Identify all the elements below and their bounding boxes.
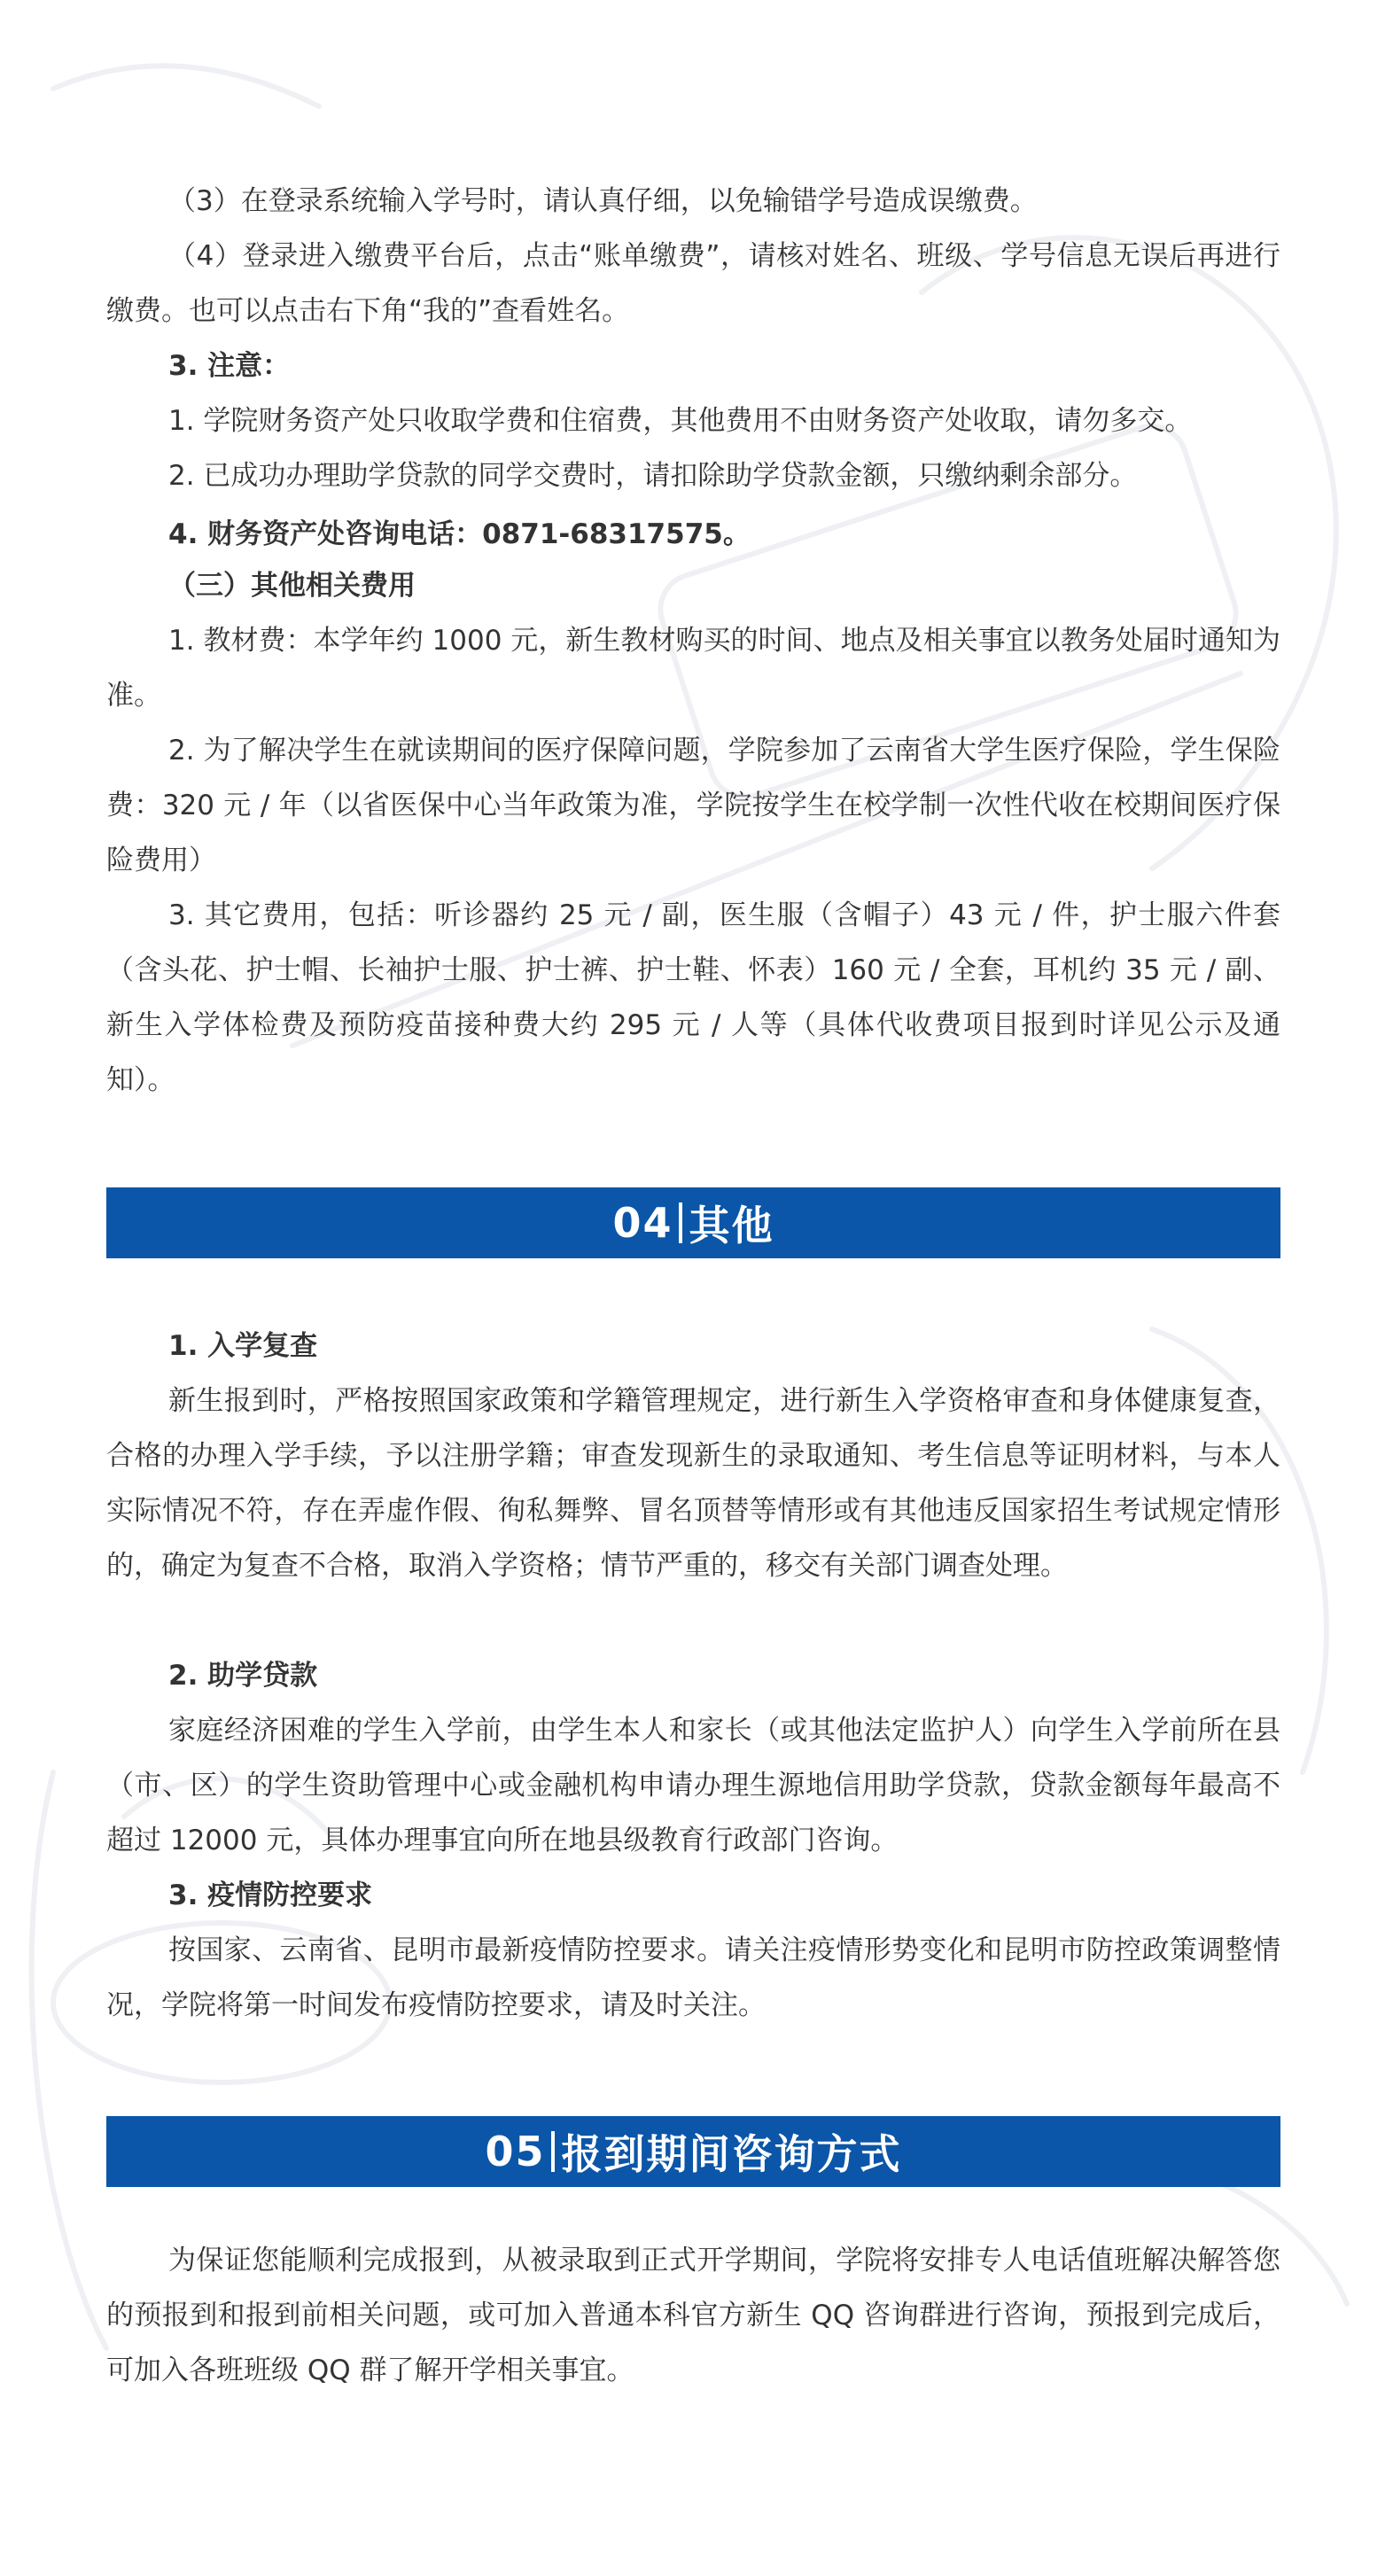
epidemic-heading: 3. 疫情防控要求 <box>168 1879 373 1911</box>
contact-paragraph: 为保证您能顺利完成报到，从被录取到正式开学期间，学院将安排专人电话值班解决解答您的预报到和报到前相关问题，或可加入普通本科官方新生 QQ 咨询群进行咨询，预报到完成后，可加入各班班级 QQ 群了解开学相关事宜。 <box>106 2245 1280 2386</box>
notice-item-1: 1. 学院财务资产处只收取学费和住宿费，其他费用不由财务资产处收取，请勿多交。 <box>168 405 1193 437</box>
reexam-heading: 1. 入学复查 <box>168 1330 318 1362</box>
finance-phone-heading: 4. 财务资产处咨询电话：0871-68317575。 <box>168 518 751 550</box>
reexam-paragraph: 新生报到时，严格按照国家政策和学籍管理规定，进行新生入学资格审查和身体健康复查，合格的办理入学手续，予以注册学籍；审查发现新生的录取通知、考生信息等证明材料，与本人实际情况不符，存在弄虚作假、徇私舞弊、冒名顶替等情形或有其他违反国家招生考试规定情形的，确定为复查不合格，取消入学资格；情节严重的，移交有关部门调查处理。 <box>106 1385 1280 1582</box>
notice-item-2: 2. 已成功办理助学贷款的同学交费时，请扣除助学贷款金额，只缴纳剩余部分。 <box>168 460 1138 492</box>
payment-login-note: （3）在登录系统输入学号时，请认真仔细，以免输错学号造成误缴费。 <box>168 185 1038 217</box>
fee-item-3: 3. 其它费用，包括：听诊器约 25 元 / 副，医生服（含帽子）43 元 / 件，护士服六件套（含头花、护士帽、长袖护士服、护士裤、护士鞋、怀表）160 元 / 全套，耳机约 35 元 / 副、新生入学体检费及预防疫苗接种费大约 295 元 / 人等（具体代收费项目报到时详见公示及通知）。 <box>106 899 1280 1096</box>
section-title: 其他 <box>689 1202 774 1249</box>
section-title: 报到期间咨询方式 <box>561 2130 902 2178</box>
section-banner-04 <box>106 1187 1280 1258</box>
payment-platform-note: （4）登录进入缴费平台后，点击“账单缴费”，请核对姓名、班级、学号信息无误后再进行缴费。也可以点击右下角“我的”查看姓名。 <box>106 240 1280 327</box>
fee-item-2: 2. 为了解决学生在就读期间的医疗保障问题，学院参加了云南省大学生医疗保险，学生保险费：320 元 / 年（以省医保中心当年政策为准，学院按学生在校学制一次性代收在校期间医疗保险费用） <box>106 735 1280 876</box>
banner-divider <box>679 1202 682 1243</box>
section-number: 05 <box>485 2128 546 2175</box>
epidemic-paragraph: 按国家、云南省、昆明市最新疫情防控要求。请关注疫情形势变化和昆明市防控政策调整情况，学院将第一时间发布疫情防控要求，请及时关注。 <box>106 1934 1280 2021</box>
loan-paragraph: 家庭经济困难的学生入学前，由学生本人和家长（或其他法定监护人）向学生入学前所在县（市、区）的学生资助管理中心或金融机构申请办理生源地信用助学贷款，贷款金额每年最高不超过 12000 元，具体办理事宜向所在地县级教育行政部门咨询。 <box>106 1715 1280 1856</box>
section-number: 04 <box>612 1199 673 1247</box>
other-fees-heading: （三）其他相关费用 <box>168 570 416 602</box>
notice-heading: 3. 注意： <box>168 350 291 382</box>
loan-heading: 2. 助学贷款 <box>168 1660 318 1692</box>
banner-divider <box>551 2131 555 2172</box>
section-banner-05 <box>106 2116 1280 2187</box>
fee-item-1: 1. 教材费：本学年约 1000 元，新生教材购买的时间、地点及相关事宜以教务处届时通知为准。 <box>106 625 1280 712</box>
